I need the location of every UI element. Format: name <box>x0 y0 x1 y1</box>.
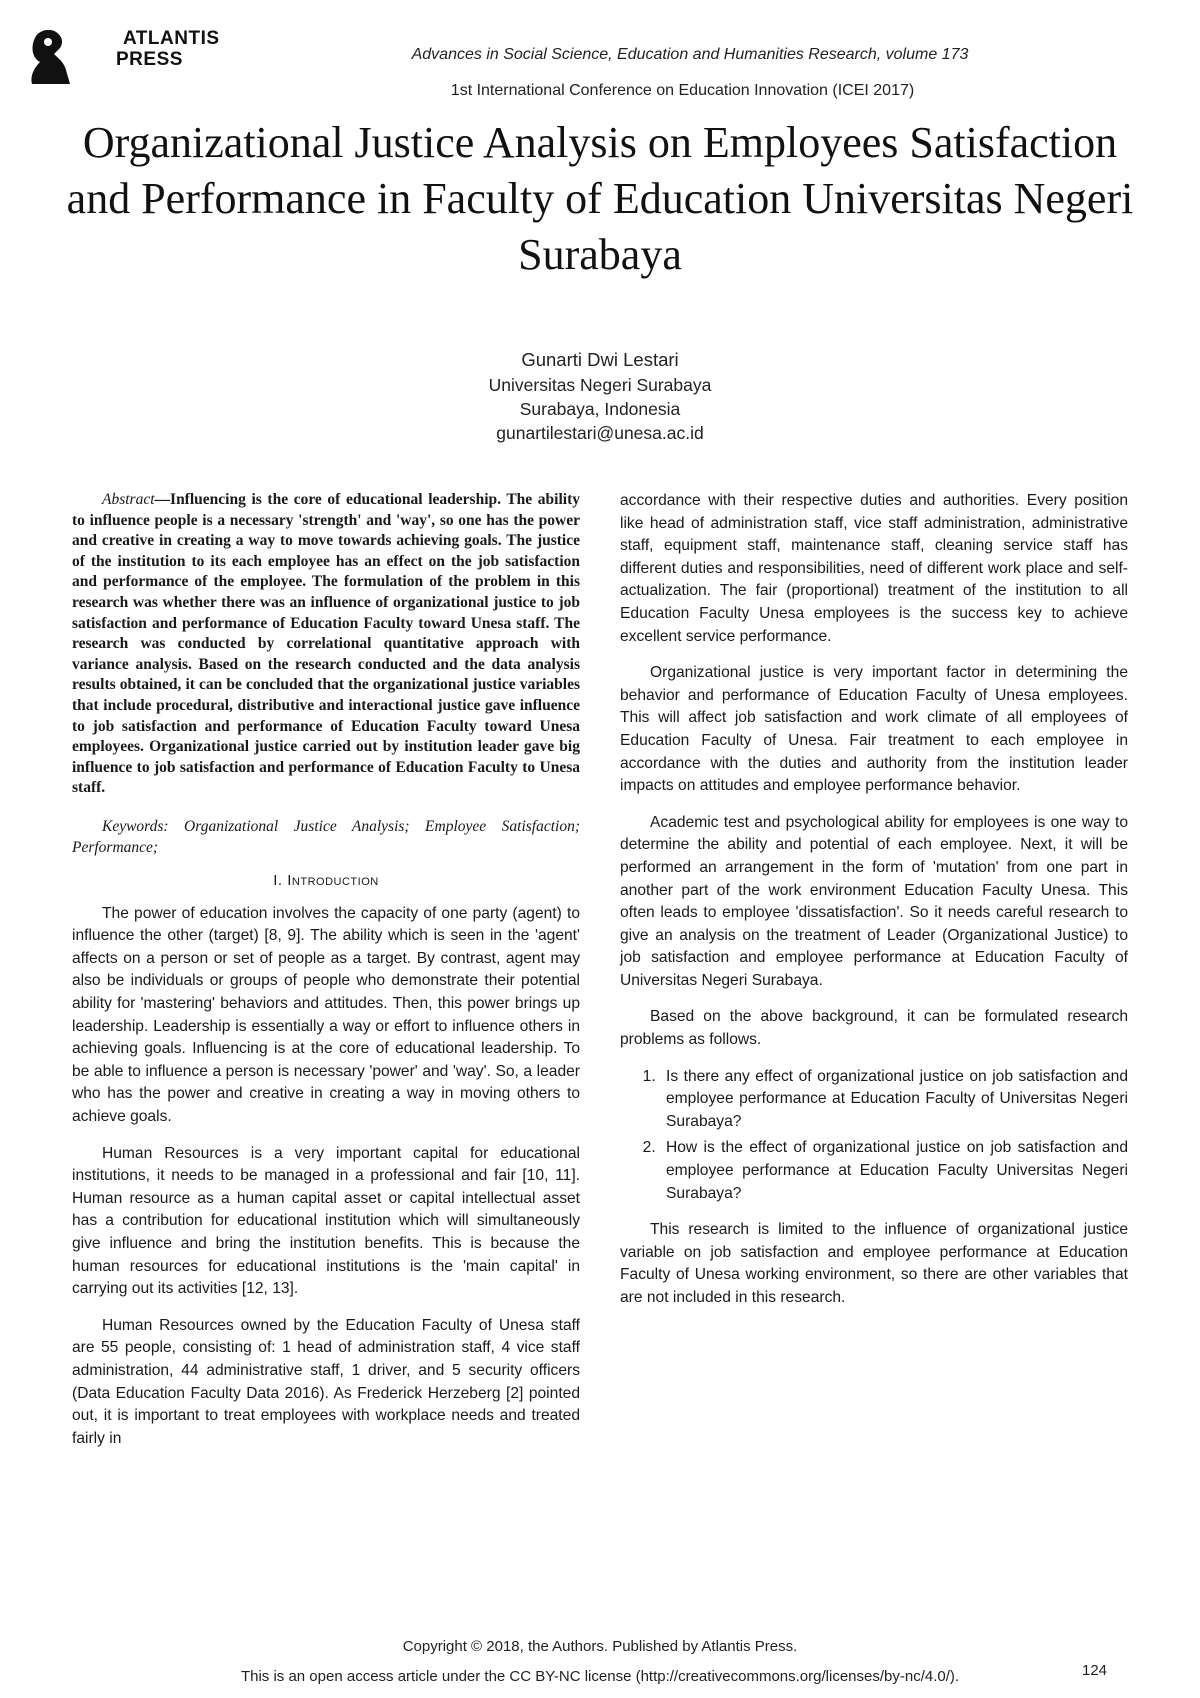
keywords: Keywords: Organizational Justice Analysis; Employee Satisfaction; Performance; <box>72 817 580 856</box>
list-item: 1. Is there any effect of organizational justice on job satisfaction and employee performance at Education Faculty of Universitas Negeri Surabaya? <box>660 1066 1128 1134</box>
intro-paragraph: This research is limited to the influence of organizational justice variable on job satisfaction and employee performance at Education Faculty of Unesa working environment, so there are other variables that are not included in this research. <box>620 1221 1128 1306</box>
logo-line-2: PRESS <box>116 49 183 70</box>
intro-paragraph: Human Resources owned by the Education Faculty of Unesa staff are 55 people, consisting of: 1 head of administration staff, 4 vice staff administration, 44 administrative staff, 1 driver, and 5 security officers (Data Education Faculty Data 2016). As Frederick Herzeberg [2] pointed out, it is important to treat employees with workplace needs and treated fairly in <box>72 1316 580 1447</box>
logo-line-1: ATLANTIS <box>123 28 220 49</box>
intro-paragraph: The power of education involves the capacity of one party (agent) to influence the other (target) [8, 9]. The ability which is seen in the 'agent' affects on a person or set of people as a target. By contrast, agent may also be individuals or groups of people who demonstrate their potential ability for 'mastering' behaviors and attitudes. Then, this power brings up leadership. Leadership is essentially a way or effort to influence others in achieving goals. Influencing is at the core of educational leadership. To be able to influence a person is necessary 'power' and 'way'. So, a leader who has the power and creative in creating a way in moving others to achieve goals. <box>72 904 580 1126</box>
intro-paragraph: Human Resources is a very important capital for educational institutions, it needs to be managed in a professional and fair [10, 11]. Human resource as a human capital asset or capital intellectual asset has a contribution for educational institution which will simultaneously give influence and bring the institution benefits. This is because the human resources for educational institutions is the 'main capital' in carrying out its activities [12, 13]. <box>72 1144 580 1298</box>
paper-title: Organizational Justice Analysis on Employees Satisfaction and Performance in Faculty of Education Universitas Negeri Surabaya <box>66 118 1134 279</box>
abstract <box>72 490 580 799</box>
conference-name: 1st International Conference on Education Innovation (ICEI 2017) <box>450 82 915 99</box>
continued-paragraph: accordance with their respective duties and authorities. Every position like head of administration staff, vice staff administration, administrative staff, equipment staff, maintenance staff, cleaning service staff has different duties and responsibilities, need of different work place and self-actualization. The fair (proportional) treatment of the institution to all Education Faculty Unesa employees is the success key to achieve excellent service performance. <box>620 492 1128 645</box>
copyright-notice: Copyright © 2018, the Authors. Published by Atlantis Press. <box>402 1638 798 1655</box>
intro-paragraph: Organizational justice is very important factor in determining the behavior and performance of Education Faculty of Unesa employees. This will affect job satisfaction and work climate of all employees of Education Faculty of Unesa. Fair treatment to each employee in accordance with the duties and authority from the institution leader impacts on attitudes and employee performance behavior. <box>620 664 1128 795</box>
abstract-text: —Influencing is the core of educational leadership. The ability to influence people is a necessary 'strength' and 'way', so one has the power and creative in creating a way to move towards achieving goals. The justice of the institution to its each employee has an effect on the job satisfaction and performance of the employee. The formulation of the problem in this research was whether there was an influence of organizational justice to job satisfaction and performance of Education Faculty toward Unesa staff. The research was conducted by correlational quantitative approach with variance analysis. Based on the research conducted and the data analysis results obtained, it can be concluded that the organizational justice variables that include procedural, distributive and interactional justice gave influence to job satisfaction and performance of Education Faculty toward Unesa employees. Organizational justice carried out by institution leader gave big influence to job satisfaction and performance of Education Faculty to Unesa staff. <box>72 491 580 797</box>
author-affiliation: Universitas Negeri Surabaya <box>488 375 712 395</box>
intro-paragraph: Academic test and psychological ability for employees is one way to determine the ability and potential of each employee. Next, it will be performed an arrangement in the form of 'mutation' from one part in another part of the work environment Education Faculty Unesa. This often leads to employee 'dissatisfaction'. So it needs careful research to give an analysis on the treatment of Leader (Organizational Justice) to job satisfaction and employee performance at Education Faculty of Universitas Negeri Surabaya. <box>620 813 1128 989</box>
right-column <box>620 490 1128 1324</box>
list-item: 2. How is the effect of organizational justice on job satisfaction and employee performance at Education Faculty Universitas Negeri Surabaya? <box>660 1137 1128 1205</box>
license-notice: This is an open access article under the CC BY-NC license (http://creativecommons.org/licenses/by-nc/4.0/). <box>240 1668 960 1685</box>
author-block <box>0 348 1200 445</box>
left-column <box>72 490 580 1464</box>
section-heading-introduction: I. Introduction <box>273 872 379 890</box>
author-name: Gunarti Dwi Lestari <box>521 349 679 370</box>
author-email[interactable]: gunartilestari@unesa.ac.id <box>496 423 704 443</box>
page-number: 124 <box>1082 1662 1108 1679</box>
journal-name: Advances in Social Science, Education and Humanities Research, volume 173 <box>411 46 969 63</box>
intro-paragraph: Based on the above background, it can be formulated research problems as follows. <box>620 1008 1128 1049</box>
abstract-label: Abstract <box>102 491 155 508</box>
research-problems-list <box>620 1066 1128 1206</box>
author-location: Surabaya, Indonesia <box>519 399 681 419</box>
